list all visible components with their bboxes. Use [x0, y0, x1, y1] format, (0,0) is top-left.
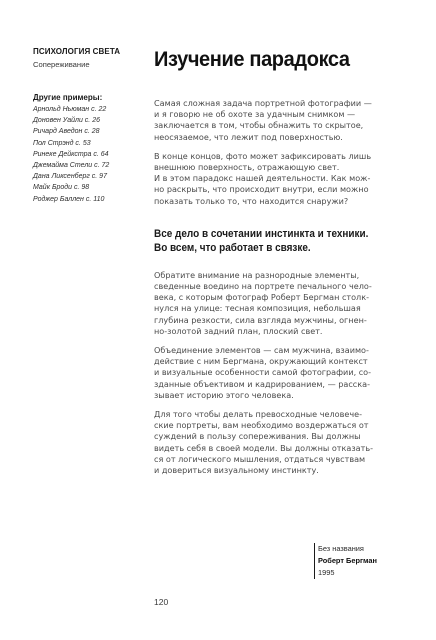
section-subtitle: Сопереживание: [33, 60, 90, 69]
example-item: Пол Стрэнд с. 53: [33, 139, 91, 147]
section-title: ПСИХОЛОГИЯ СВЕТА: [33, 47, 121, 56]
examples-heading: Другие примеры:: [33, 93, 103, 102]
paragraph: Обратите внимание на разнородные элементы, сведенные воедино на портрете печального чело- века, с которым фотограф Роберт Бергман столк- нулся на улице: тесная композиция, небольшая глубина резкости, сила взгляда мужчины, огнен- но-золотой задний план, плоский свет.: [154, 269, 372, 336]
example-item: Ричард Аведон с. 28: [33, 128, 100, 136]
caption-author: Роберт Бергман: [318, 556, 377, 565]
example-item: Майк Броди с. 98: [33, 184, 90, 192]
photo-caption: [314, 543, 418, 579]
example-item: Роджер Баллен с. 110: [33, 195, 105, 203]
paragraph: Самая сложная задача портретной фотографии — и я говорю не об охоте за удачным снимком — заключается в том, чтобы обнажить то скрытое, неосязаемое, что лежит под поверхностью.: [154, 98, 372, 142]
caption-title: Без названия: [318, 544, 364, 553]
main-content: [154, 45, 396, 476]
sidebar: [33, 47, 133, 205]
example-item: Ринеке Дейкстра с. 64: [33, 150, 109, 158]
page-title: Изучение парадокса: [154, 47, 350, 71]
example-item: Арнольд Ньюман с. 22: [33, 106, 107, 113]
page-number: 120: [154, 597, 169, 607]
example-item: Джемайма Стели с. 72: [33, 162, 110, 170]
example-item: Доновен Уайли с. 26: [33, 117, 100, 125]
paragraph: Объединение элементов — сам мужчина, взаимо- действие с ним Бергмана, окружающий контекст и визуальные особенности самой фотографии, со- зданные объективом и кадрированием, — расска- зывает историю этого человека.: [154, 345, 372, 400]
caption-year: 1995: [318, 568, 335, 577]
paragraph: Для того чтобы делать превосходные человече- ские портреты, вам необходимо воздержаться от суждений в пользу сопереживания. Вы должны видеть себя в своей модели. Вы должны отказать- ся от логического мышления, отдаться чувствам и довериться визуальному инстинкту.: [154, 409, 374, 476]
paragraph: В конце концов, фото может зафиксировать лишь внешнюю поверхность, отражающую свет. И в этом парадокс нашей деятельности. Как мож- но раскрыть, что происходит внутри, если можно показать только то, что находится снаружи?: [154, 150, 372, 206]
subheading: Все дело в сочетании инстинкта и техники. Во всем, что работает в связке.: [154, 227, 369, 254]
examples-list: [33, 104, 133, 205]
example-item: Дана Ликсенберг с. 97: [33, 173, 107, 181]
